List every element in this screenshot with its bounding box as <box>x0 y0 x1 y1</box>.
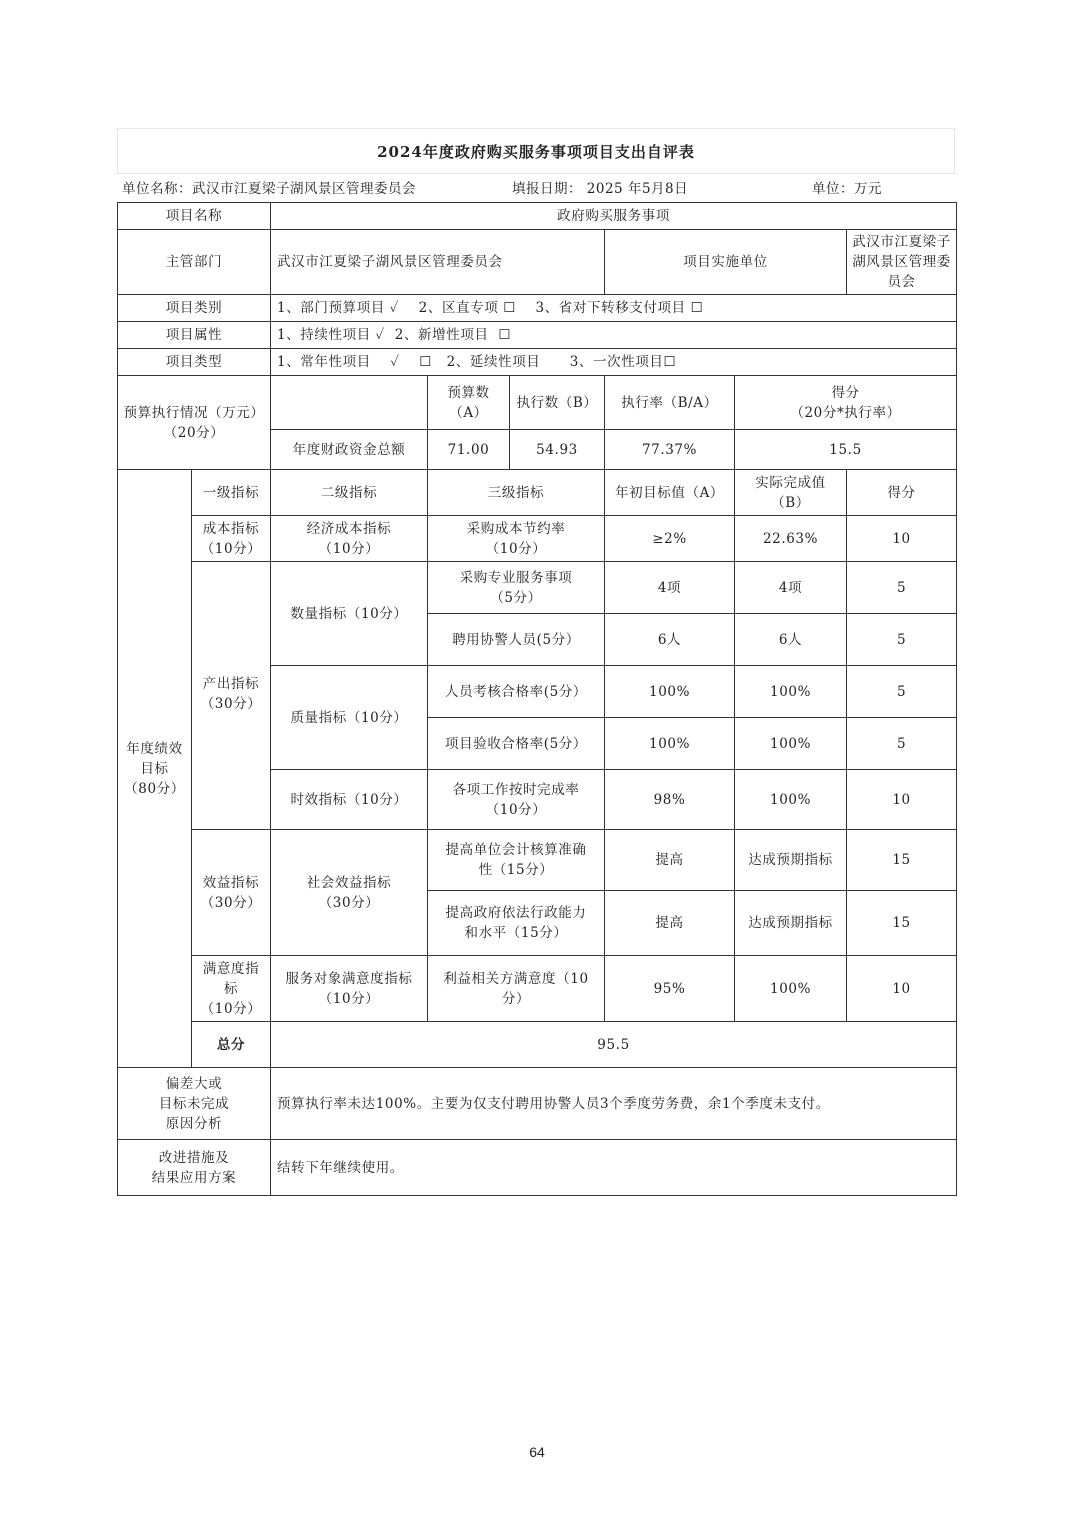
header-level3: 三级指标 <box>428 470 605 516</box>
quality2-actual: 100% <box>735 718 847 770</box>
benefit-level1: 效益指标 （30分） <box>192 830 271 956</box>
quality1-actual: 100% <box>735 666 847 718</box>
dept-label: 主管部门 <box>118 230 271 295</box>
project-name-label: 项目名称 <box>118 203 271 230</box>
total-label: 总分 <box>192 1022 271 1068</box>
timeliness-target: 98% <box>605 770 735 830</box>
page-number: 64 <box>529 1444 545 1460</box>
quantity-level2: 数量指标（10分） <box>271 562 428 666</box>
dept-value: 武汉市江夏梁子湖风景区管理委员会 <box>271 230 605 295</box>
budget-empty-header <box>271 376 428 430</box>
cost-target: ≥2% <box>605 516 735 562</box>
social2-score: 15 <box>847 891 957 956</box>
timeliness-level3: 各项工作按时完成率 （10分） <box>428 770 605 830</box>
improvement-value: 结转下年继续使用。 <box>271 1140 957 1196</box>
quantity1-score: 5 <box>847 562 957 614</box>
social-level2: 社会效益指标 （30分） <box>271 830 428 956</box>
col-budget: 预算数 （A） <box>428 376 510 430</box>
quality-level2: 质量指标（10分） <box>271 666 428 770</box>
category-value: 1、部门预算项目 ✓ 2、区直专项 ☐ 3、省对下转移支付项目 ☐ <box>271 295 957 322</box>
attribute-label: 项目属性 <box>118 322 271 349</box>
cost-level3: 采购成本节约率 （10分） <box>428 516 605 562</box>
deviation-label: 偏差大或 目标未完成 原因分析 <box>118 1068 271 1140</box>
header-level1: 一级指标 <box>192 470 271 516</box>
rate-value: 77.37% <box>605 430 735 470</box>
impl-unit-value: 武汉市江夏梁子湖风景区管理委员会 <box>847 230 957 295</box>
header-actual: 实际完成值 （B） <box>735 470 847 516</box>
output-level1: 产出指标 （30分） <box>192 562 271 830</box>
quantity1-target: 4项 <box>605 562 735 614</box>
quality2-target: 100% <box>605 718 735 770</box>
type-value: 1、常年性项目 ✓ ☐ 2、延续性项目 3、一次性项目☐ <box>271 349 957 376</box>
satisfaction-target: 95% <box>605 956 735 1022</box>
quality2-score: 5 <box>847 718 957 770</box>
total-value: 95.5 <box>271 1022 957 1068</box>
timeliness-actual: 100% <box>735 770 847 830</box>
form-title: 2024年度政府购买服务事项项目支出自评表 <box>117 128 955 174</box>
header-target: 年初目标值（A） <box>605 470 735 516</box>
exec-value: 54.93 <box>510 430 605 470</box>
quality2-level3: 项目验收合格率(5分） <box>428 718 605 770</box>
quantity2-score: 5 <box>847 614 957 666</box>
cost-level2: 经济成本指标 （10分） <box>271 516 428 562</box>
satisfaction-level2: 服务对象满意度指标 （10分） <box>271 956 428 1022</box>
budget-score-value: 15.5 <box>735 430 957 470</box>
quantity1-actual: 4项 <box>735 562 847 614</box>
col-rate: 执行率（B/A） <box>605 376 735 430</box>
project-name-value: 政府购买服务事项 <box>271 203 957 230</box>
satisfaction-score: 10 <box>847 956 957 1022</box>
type-label: 项目类型 <box>118 349 271 376</box>
social2-target: 提高 <box>605 891 735 956</box>
performance-section-label: 年度绩效 目标 （80分） <box>118 470 192 1068</box>
budget-value: 71.00 <box>428 430 510 470</box>
cost-level1: 成本指标 （10分） <box>192 516 271 562</box>
social2-actual: 达成预期指标 <box>735 891 847 956</box>
quantity1-level3: 采购专业服务事项 （5分） <box>428 562 605 614</box>
header-level2: 二级指标 <box>271 470 428 516</box>
quantity2-actual: 6人 <box>735 614 847 666</box>
timeliness-level2: 时效指标（10分） <box>271 770 428 830</box>
quantity2-target: 6人 <box>605 614 735 666</box>
improvement-label: 改进措施及 结果应用方案 <box>118 1140 271 1196</box>
satisfaction-level1: 满意度指 标 （10分） <box>192 956 271 1022</box>
quality1-target: 100% <box>605 666 735 718</box>
cost-score: 10 <box>847 516 957 562</box>
fill-date: 填报日期： 2025 年5月8日 <box>512 181 689 197</box>
currency-unit: 单位：万元 <box>812 181 882 197</box>
quantity2-level3: 聘用协警人员(5分） <box>428 614 605 666</box>
satisfaction-actual: 100% <box>735 956 847 1022</box>
budget-row-label: 年度财政资金总额 <box>271 430 428 470</box>
social2-level3: 提高政府依法行政能力 和水平（15分） <box>428 891 605 956</box>
header-score: 得分 <box>847 470 957 516</box>
timeliness-score: 10 <box>847 770 957 830</box>
social1-target: 提高 <box>605 830 735 891</box>
budget-section-label: 预算执行情况（万元） （20分） <box>118 376 271 470</box>
unit-name: 单位名称：武汉市江夏梁子湖风景区管理委员会 <box>122 181 416 197</box>
quality1-level3: 人员考核合格率(5分） <box>428 666 605 718</box>
cost-actual: 22.63% <box>735 516 847 562</box>
impl-unit-label: 项目实施单位 <box>605 230 847 295</box>
self-evaluation-table <box>117 202 957 1196</box>
category-label: 项目类别 <box>118 295 271 322</box>
social1-level3: 提高单位会计核算准确 性（15分） <box>428 830 605 891</box>
satisfaction-level3: 利益相关方满意度（10 分） <box>428 956 605 1022</box>
quality1-score: 5 <box>847 666 957 718</box>
col-exec: 执行数（B） <box>510 376 605 430</box>
social1-score: 15 <box>847 830 957 891</box>
attribute-value: 1、持续性项目 ✓ 2、新增性项目 ☐ <box>271 322 957 349</box>
deviation-value: 预算执行率未达100%。主要为仅支付聘用协警人员3个季度劳务费，余1个季度未支付。 <box>271 1068 957 1140</box>
social1-actual: 达成预期指标 <box>735 830 847 891</box>
col-score: 得分 （20分*执行率） <box>735 376 957 430</box>
